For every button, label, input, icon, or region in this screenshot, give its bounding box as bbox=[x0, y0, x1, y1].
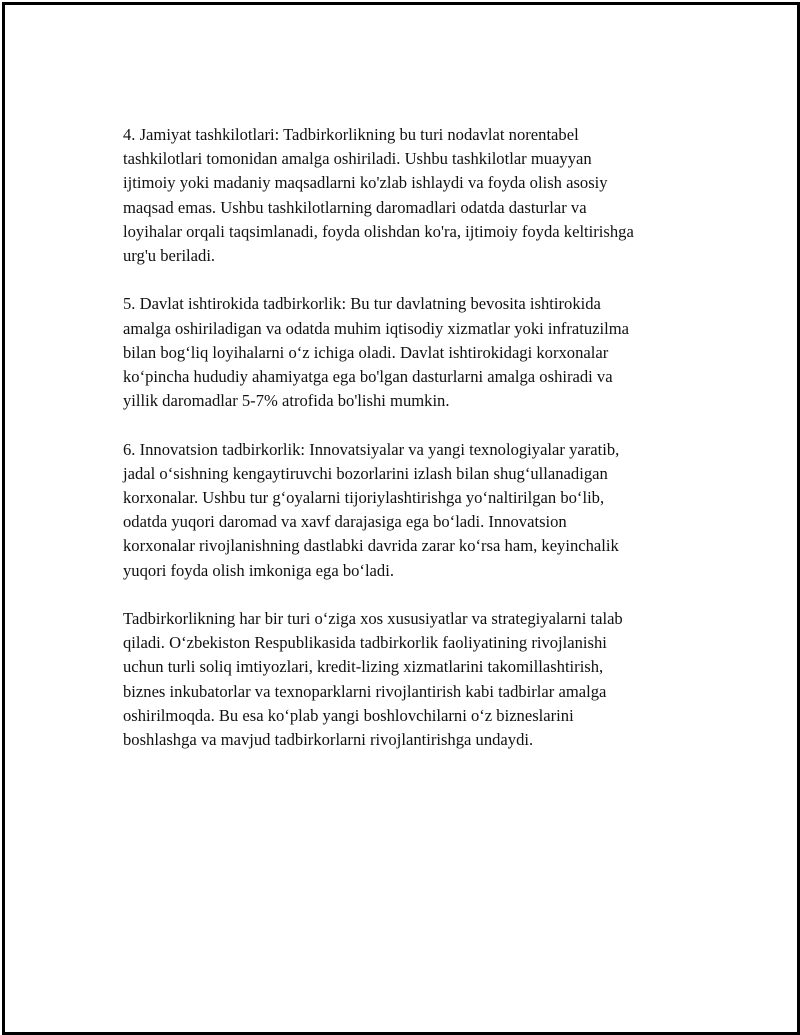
text-line: yuqori foyda olish imkoniga ega boʻladi. bbox=[123, 560, 394, 580]
text-line: loyihalar orqali taqsimlanadi, foyda olishdan ko'ra, ijtimoiy foyda keltirishga bbox=[123, 221, 634, 241]
text-line: 4. Jamiyat tashkilotlari: Tadbirkorlikning bu turi nodavlat norentabel bbox=[123, 125, 579, 144]
text-line: korxonalar. Ushbu tur gʻoyalarni tijoriylashtirishga yoʻnaltirilgan boʻlib, bbox=[123, 488, 605, 508]
text-line: maqsad emas. Ushbu tashkilotlarning daromadlari odatda dasturlar va bbox=[123, 197, 587, 217]
paragraph-jamiyat-tashkilotlari bbox=[123, 123, 703, 268]
text-line: tashkilotlari tomonidan amalga oshiriladi. Ushbu tashkilotlar muayyan bbox=[123, 149, 592, 169]
text-line: korxonalar rivojlanishning dastlabki davrida zarar koʻrsa ham, keyinchalik bbox=[123, 536, 619, 556]
text-line: biznes inkubatorlar va texnoparklarni rivojlantirish kabi tadbirlar amalga bbox=[123, 681, 607, 701]
paragraph-xulosa bbox=[123, 607, 703, 752]
page-border bbox=[2, 2, 800, 1035]
paragraph-davlat-ishtirokida bbox=[123, 292, 703, 413]
text-line: uchun turli soliq imtiyozlari, kredit-lizing xizmatlarini takomillashtirish, bbox=[123, 657, 604, 677]
text-line: boshlashga va mavjud tadbirkorlarni rivojlantirishga undaydi. bbox=[123, 730, 534, 750]
text-line: jadal oʻsishning kengaytiruvchi bozorlarini izlash bilan shugʻullanadigan bbox=[123, 463, 608, 483]
paragraph-innovatsion-tadbirkorlik bbox=[123, 438, 703, 583]
text-line: 5. Davlat ishtirokida tadbirkorlik: Bu tur davlatning bevosita ishtirokida bbox=[123, 294, 601, 314]
text-line: Tadbirkorlikning har bir turi oʻziga xos xususiyatlar va strategiyalarni talab bbox=[123, 609, 623, 629]
text-line: ijtimoiy yoki madaniy maqsadlarni ko'zlab ishlaydi va foyda olish asosiy bbox=[123, 173, 608, 193]
text-line: yillik daromadlar 5-7% atrofida bo'lishi mumkin. bbox=[123, 391, 450, 411]
text-line: urg'u beriladi. bbox=[123, 246, 216, 266]
text-line: oshirilmoqda. Bu esa koʻplab yangi boshlovchilarni oʻz bizneslarini bbox=[123, 705, 574, 725]
document-body bbox=[123, 123, 703, 776]
text-line: odatda yuqori daromad va xavf darajasiga ega boʻladi. Innovatsion bbox=[123, 512, 567, 532]
text-line: 6. Innovatsion tadbirkorlik: Innovatsiyalar va yangi texnologiyalar yaratib, bbox=[123, 439, 620, 459]
text-line: amalga oshiriladigan va odatda muhim iqtisodiy xizmatlar yoki infratuzilma bbox=[123, 318, 629, 338]
text-line: koʻpincha hududiy ahamiyatga ega bo'lgan dasturlarni amalga oshiradi va bbox=[123, 367, 613, 387]
text-line: bilan bogʻliq loyihalarni oʻz ichiga oladi. Davlat ishtirokidagi korxonalar bbox=[123, 342, 609, 362]
text-line: qiladi. Oʻzbekiston Respublikasida tadbirkorlik faoliyatining rivojlanishi bbox=[123, 633, 607, 653]
